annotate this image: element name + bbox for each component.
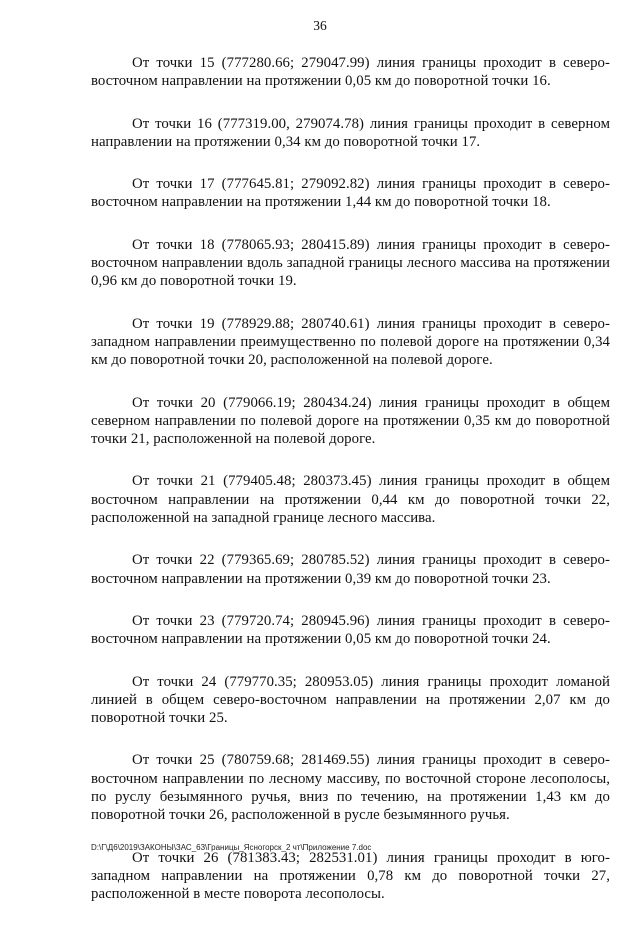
paragraph-point-23: От точки 23 (779720.74; 280945.96) линия границы проходит в северо-восточном направлении на протяжении 0,05 км до поворотной точки 24. bbox=[91, 612, 610, 648]
paragraph-point-25: От точки 25 (780759.68; 281469.55) линия границы проходит в северо-восточном направлении по лесному массиву, по восточной стороне лесополосы, по руслу безымянного ручья, вниз по течению, на протяжении 1,43 км до поворотной точки 26, расположенной в русле безымянного ручья. bbox=[91, 752, 610, 824]
paragraph-point-24: От точки 24 (779770.35; 280953.05) линия границы проходит ломаной линией в общем северо-восточном направлении на протяжении 2,07 км до поворотной точки 25. bbox=[91, 673, 610, 727]
paragraph-point-18: От точки 18 (778065.93; 280415.89) линия границы проходит в северо-восточном направлении вдоль западной границы лесного массива на протяжении 0,96 км до поворотной точки 19. bbox=[91, 236, 610, 290]
paragraph-point-21: От точки 21 (779405.48; 280373.45) линия границы проходит в общем восточном направлении на протяжении 0,44 км до поворотной точки 22, расположенной на западной границе лесного массива. bbox=[91, 473, 610, 527]
page-number: 36 bbox=[313, 18, 327, 33]
footer-file-path: D:\Г\Д6\2019\ЗАКОНЫ\ЗАС_63\Границы_Ясногорск_2 чт\Приложение 7.doc bbox=[91, 843, 372, 852]
paragraph-point-20: От точки 20 (779066.19; 280434.24) линия границы проходит в общем северном направлении по полевой дороге на протяжении 0,35 км до поворотной точки 21, расположенной на полевой дороге. bbox=[91, 394, 610, 448]
paragraph-point-16: От точки 16 (777319.00, 279074.78) линия границы проходит в северном направлении на протяжении 0,34 км до поворотной точки 17. bbox=[91, 115, 610, 150]
paragraph-point-22: От точки 22 (779365.69; 280785.52) линия границы проходит в северо-восточном направлении на протяжении 0,39 км до поворотной точки 23. bbox=[91, 552, 610, 587]
paragraph-point-26: От точки 26 (781383.43; 282531.01) линия границы проходит в юго-западном направлении на протяжении 0,78 км до поворотной точки 27, расположенной в месте поворота лесополосы. bbox=[91, 849, 610, 903]
paragraph-point-19: От точки 19 (778929.88; 280740.61) линия границы проходит в северо-западном направлении преимущественно по полевой дороге на протяжении 0,34 км до поворотной точки 20, расположенной на полевой дороге. bbox=[91, 315, 610, 369]
paragraph-point-15: От точки 15 (777280.66; 279047.99) линия границы проходит в северо-восточном направлении на протяжении 0,05 км до поворотной точки 16. bbox=[91, 55, 610, 90]
document-body bbox=[91, 54, 610, 928]
paragraph-point-17: От точки 17 (777645.81; 279092.82) линия границы проходит в северо-восточном направлении на протяжении 1,44 км до поворотной точки 18. bbox=[91, 176, 610, 211]
